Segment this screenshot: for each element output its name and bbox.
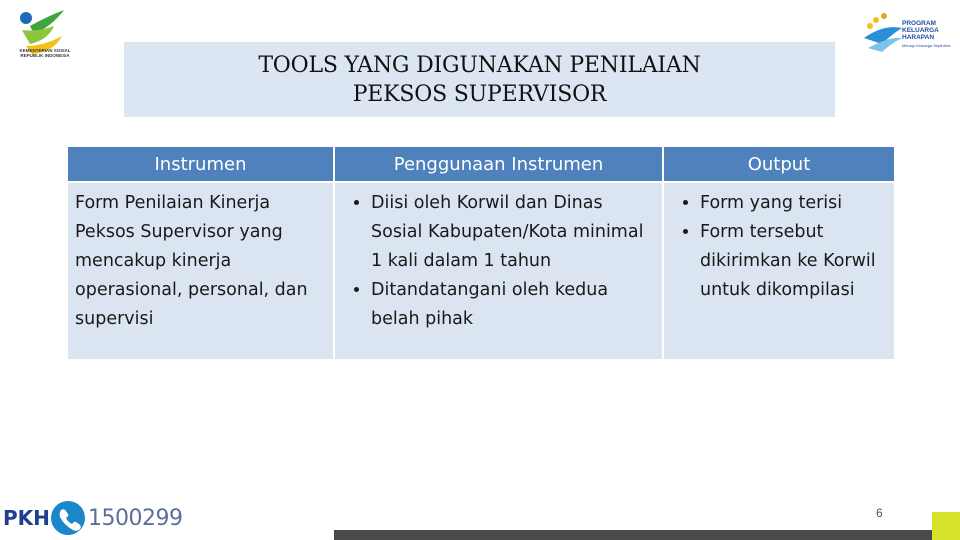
corner-accent xyxy=(932,512,960,540)
slide-title-box xyxy=(124,42,835,117)
logo-figure-head xyxy=(20,12,32,24)
pkh-logo-text: PROGRAM KELUARGA HARAPAN xyxy=(902,20,939,41)
table-row xyxy=(67,182,895,360)
footer-bar xyxy=(334,530,960,540)
page-number: 6 xyxy=(876,506,883,520)
cell-instrumen xyxy=(67,182,334,360)
phone-icon xyxy=(50,500,86,536)
penggunaan-list xyxy=(342,189,656,334)
table-header-row xyxy=(67,146,895,182)
slide-title-line-2: PEKSOS SUPERVISOR xyxy=(352,81,607,107)
output-list xyxy=(671,189,888,305)
tools-table xyxy=(66,145,896,361)
pkh-logo-tagline: Menuju Keluarga Sejahtera xyxy=(902,43,951,48)
header-instrumen: Instrumen xyxy=(67,146,334,182)
header-penggunaan: Penggunaan Instrumen xyxy=(334,146,663,182)
slide-title-line-1: TOOLS YANG DIGUNAKAN PENILAIAN xyxy=(258,52,701,78)
header-output: Output xyxy=(663,146,895,182)
list-item: • Ditandatangani oleh kedua belah pihak xyxy=(371,276,656,334)
instrumen-text: Form Penilaian Kinerja Peksos Supervisor yang mencakup kinerja operasional, personal, dan supervisi xyxy=(75,193,308,329)
cell-output xyxy=(663,182,895,360)
hotline-number: 1500299 xyxy=(88,506,183,531)
logo-left-caption: KEMENTERIAN SOSIAL REPUBLIK INDONESIA xyxy=(19,48,71,58)
pkh-label: PKH xyxy=(3,506,50,530)
list-item: • Form yang terisi xyxy=(700,189,888,218)
list-item: • Diisi oleh Korwil dan Dinas Sosial Kabupaten/Kota minimal 1 kali dalam 1 tahun xyxy=(371,189,656,276)
list-item: • Form tersebut dikirimkan ke Korwil untuk dikompilasi xyxy=(700,218,888,305)
cell-penggunaan xyxy=(334,182,663,360)
